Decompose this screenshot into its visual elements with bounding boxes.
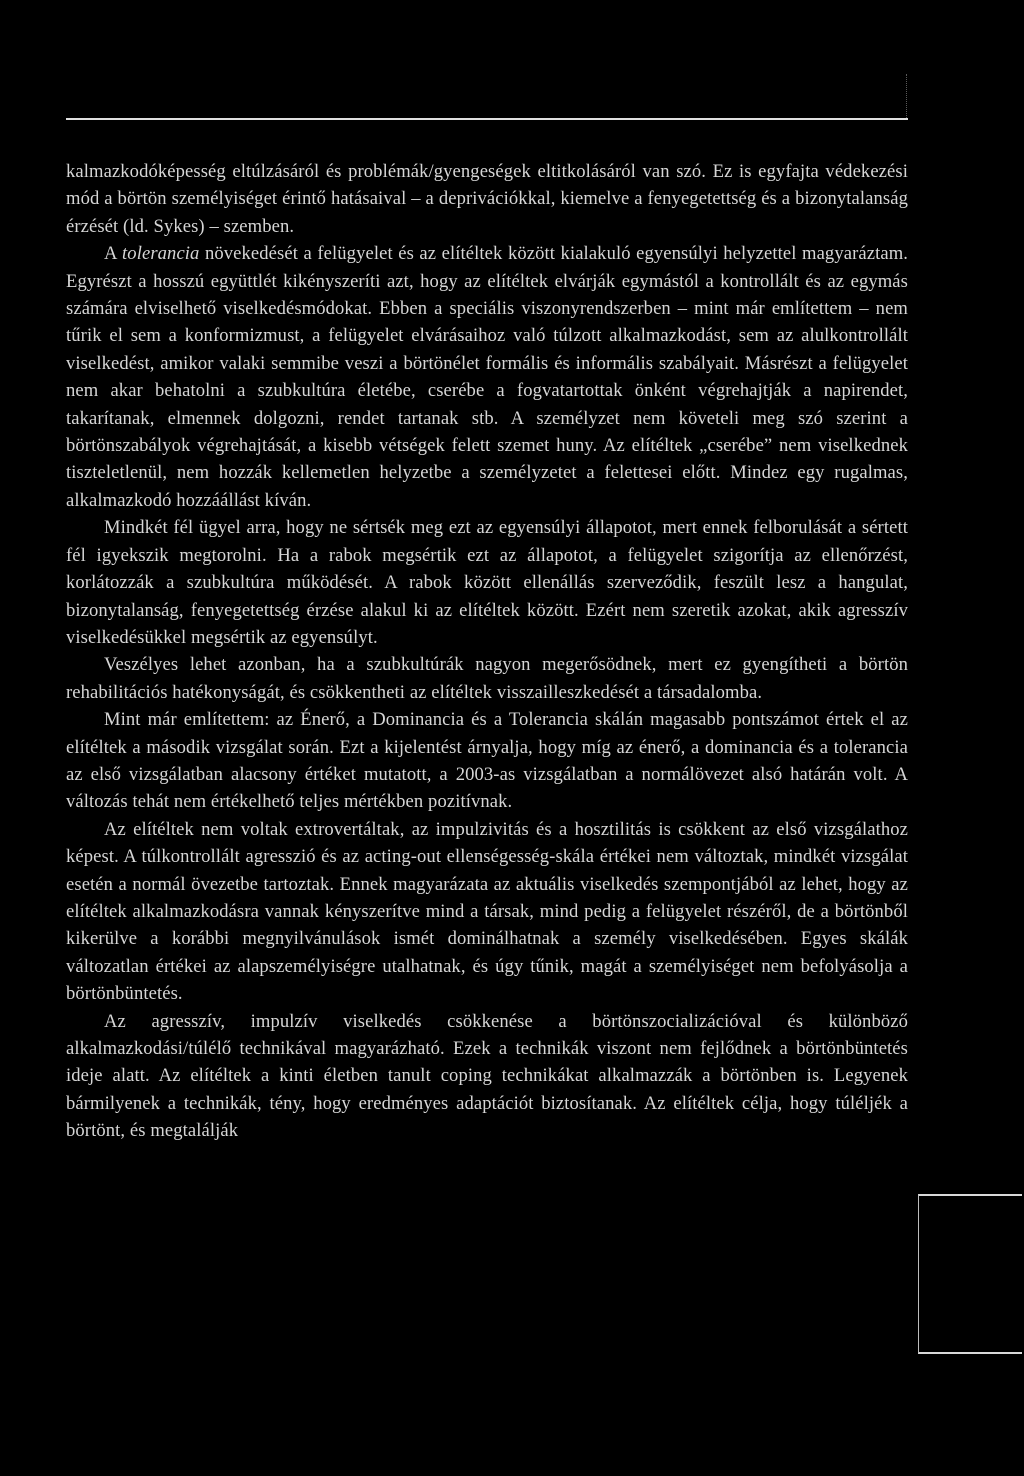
- body-text: [66, 158, 908, 1145]
- header-rule: [66, 118, 908, 120]
- paragraph-3: Mindkét fél ügyel arra, hogy ne sértsék meg ezt az egyensúlyi állapotot, mert ennek felborulását a sértett fél igyekszik megtorolni. Ha a rabok megsértik ezt az állapotot, a felügyelet szigorítja az ellenőrzést, korlátozzák a szubkultúra működését. A rabok között ellenállás szerveződik, feszült lesz a hangulat, bizonytalanság, fenyegetettség érzése alakul ki az elítéltek között. Ezért nem szeretik azokat, akik agresszív viselkedésükkel megsértik az egyensúlyt.: [66, 517, 908, 648]
- paragraph-6: Az elítéltek nem voltak extrovertáltak, az impulzivitás és a hosztilitás is csökkent az első vizsgálathoz képest. A túlkontrollált agresszió és az acting-out ellenségesség-skála értékei nem változtak, mindkét vizsgálat esetén a normál övezetbe tartoztak. Ennek magyarázata az aktuális viselkedés szempontjából az lehet, hogy az elítéltek alkalmazkodásra vannak kényszerítve mind a társak, mind pedig a felügyelet részéről, de a börtönből kikerülve a korábbi megnyilvánulások ismét dominálhatnak a személy viselkedésében. Egyes skálák változatlan értékei az alapszemélyiségre utalhatnak, és úgy tűnik, magát a személyiséget nem befolyásolja a börtönbüntetés.: [66, 818, 908, 1005]
- paragraph-5: Mint már említettem: az Énerő, a Dominancia és a Tolerancia skálán magasabb pontszámot értek el az elítéltek a második vizsgálat során. Ezt a kijelentést árnyalja, hogy míg az énerő, a dominancia és a tolerancia az első vizsgálatban alacsony értéket mutatott, a 2003-as vizsgálatban a normálövezet alsó határán volt. A változás tehát nem értékelhető teljes mértékben pozitívnak.: [66, 709, 908, 813]
- tolerance-sentence-end: növekedését a felügyelet és az elítéltek között kialakuló egyensúlyi helyzettel magyaráztam.: [199, 243, 909, 265]
- paragraph-2: [66, 240, 908, 514]
- paragraph-4: Veszélyes lehet azonban, ha a szubkultúrák nagyon megerősödnek, mert ez gyengítheti a börtön rehabilitációs hatékonyságát, és csökkentheti az elítéltek visszailleszkedését a társadalomba.: [66, 654, 908, 703]
- paragraph-1: kalmazkodóképesség eltúlzásáról és problémák/gyengeségek eltitkolásáról van szó. Ez is egyfajta védekezési mód a börtön személyiséget érintő hatásaival – a deprivációkkal, kiemelve a fenyegetettség és a bizonytalanság érzését (ld. Sykes) – szemben.: [66, 161, 908, 237]
- paragraph-7: Az agresszív, impulzív viselkedés csökkenése a börtönszocializációval és különböző alkalmazkodási/túlélő technikával magyarázható. Ezek a technikák viszont nem fejlődnek a börtönbüntetés ideje alatt. Az elítéltek a kinti életben tanult coping technikákat alkalmazzák a börtönben is. Legyenek bármilyenek a technikák, tény, hogy eredményes adaptációt biztosítanak. Az elítéltek célja, hogy túléljék a börtönt, és megtalálják: [66, 1010, 908, 1142]
- tolerance-term: tolerancia: [122, 243, 200, 265]
- tolerance-sentence-start: A: [104, 243, 123, 265]
- margin-box: [918, 1194, 1022, 1354]
- paragraph-2-rest: Egyrészt a hosszú együttlét kikényszeríti azt, hogy az elítéltek elvárják egymástól a kontrollált és az egymás számára elviselhető viselkedésmódokat. Ebben a speciális viszonyrendszerben – mint már említettem – nem tűrik el sem a konformizmust, a felügyelet elvárásaihoz való túlzott alkalmazkodást, sem az alulkontrollált viselkedést, amikor valaki semmibe veszi a börtönélet formális és informális szabályait. Másrészt a felügyelet nem akar behatolni a szubkultúra életébe, cserébe a fogvatartottak önként végrehajtják a napirendet, takarítanak, elmennek dolgozni, rendet tartanak stb. A személyzet nem követeli meg szó szerint a börtönszabályok végrehajtását, a kisebb vétségek felett szemet huny. Az elítéltek „cserébe” nem viselkednek tiszteletlenül, nem hozzák kellemetlen helyzetbe a személyzetet a felettesei előtt. Mindez egy rugalmas, alkalmazkodó hozzáállást kíván.: [66, 270, 908, 511]
- corner-registration-mark: [906, 74, 908, 118]
